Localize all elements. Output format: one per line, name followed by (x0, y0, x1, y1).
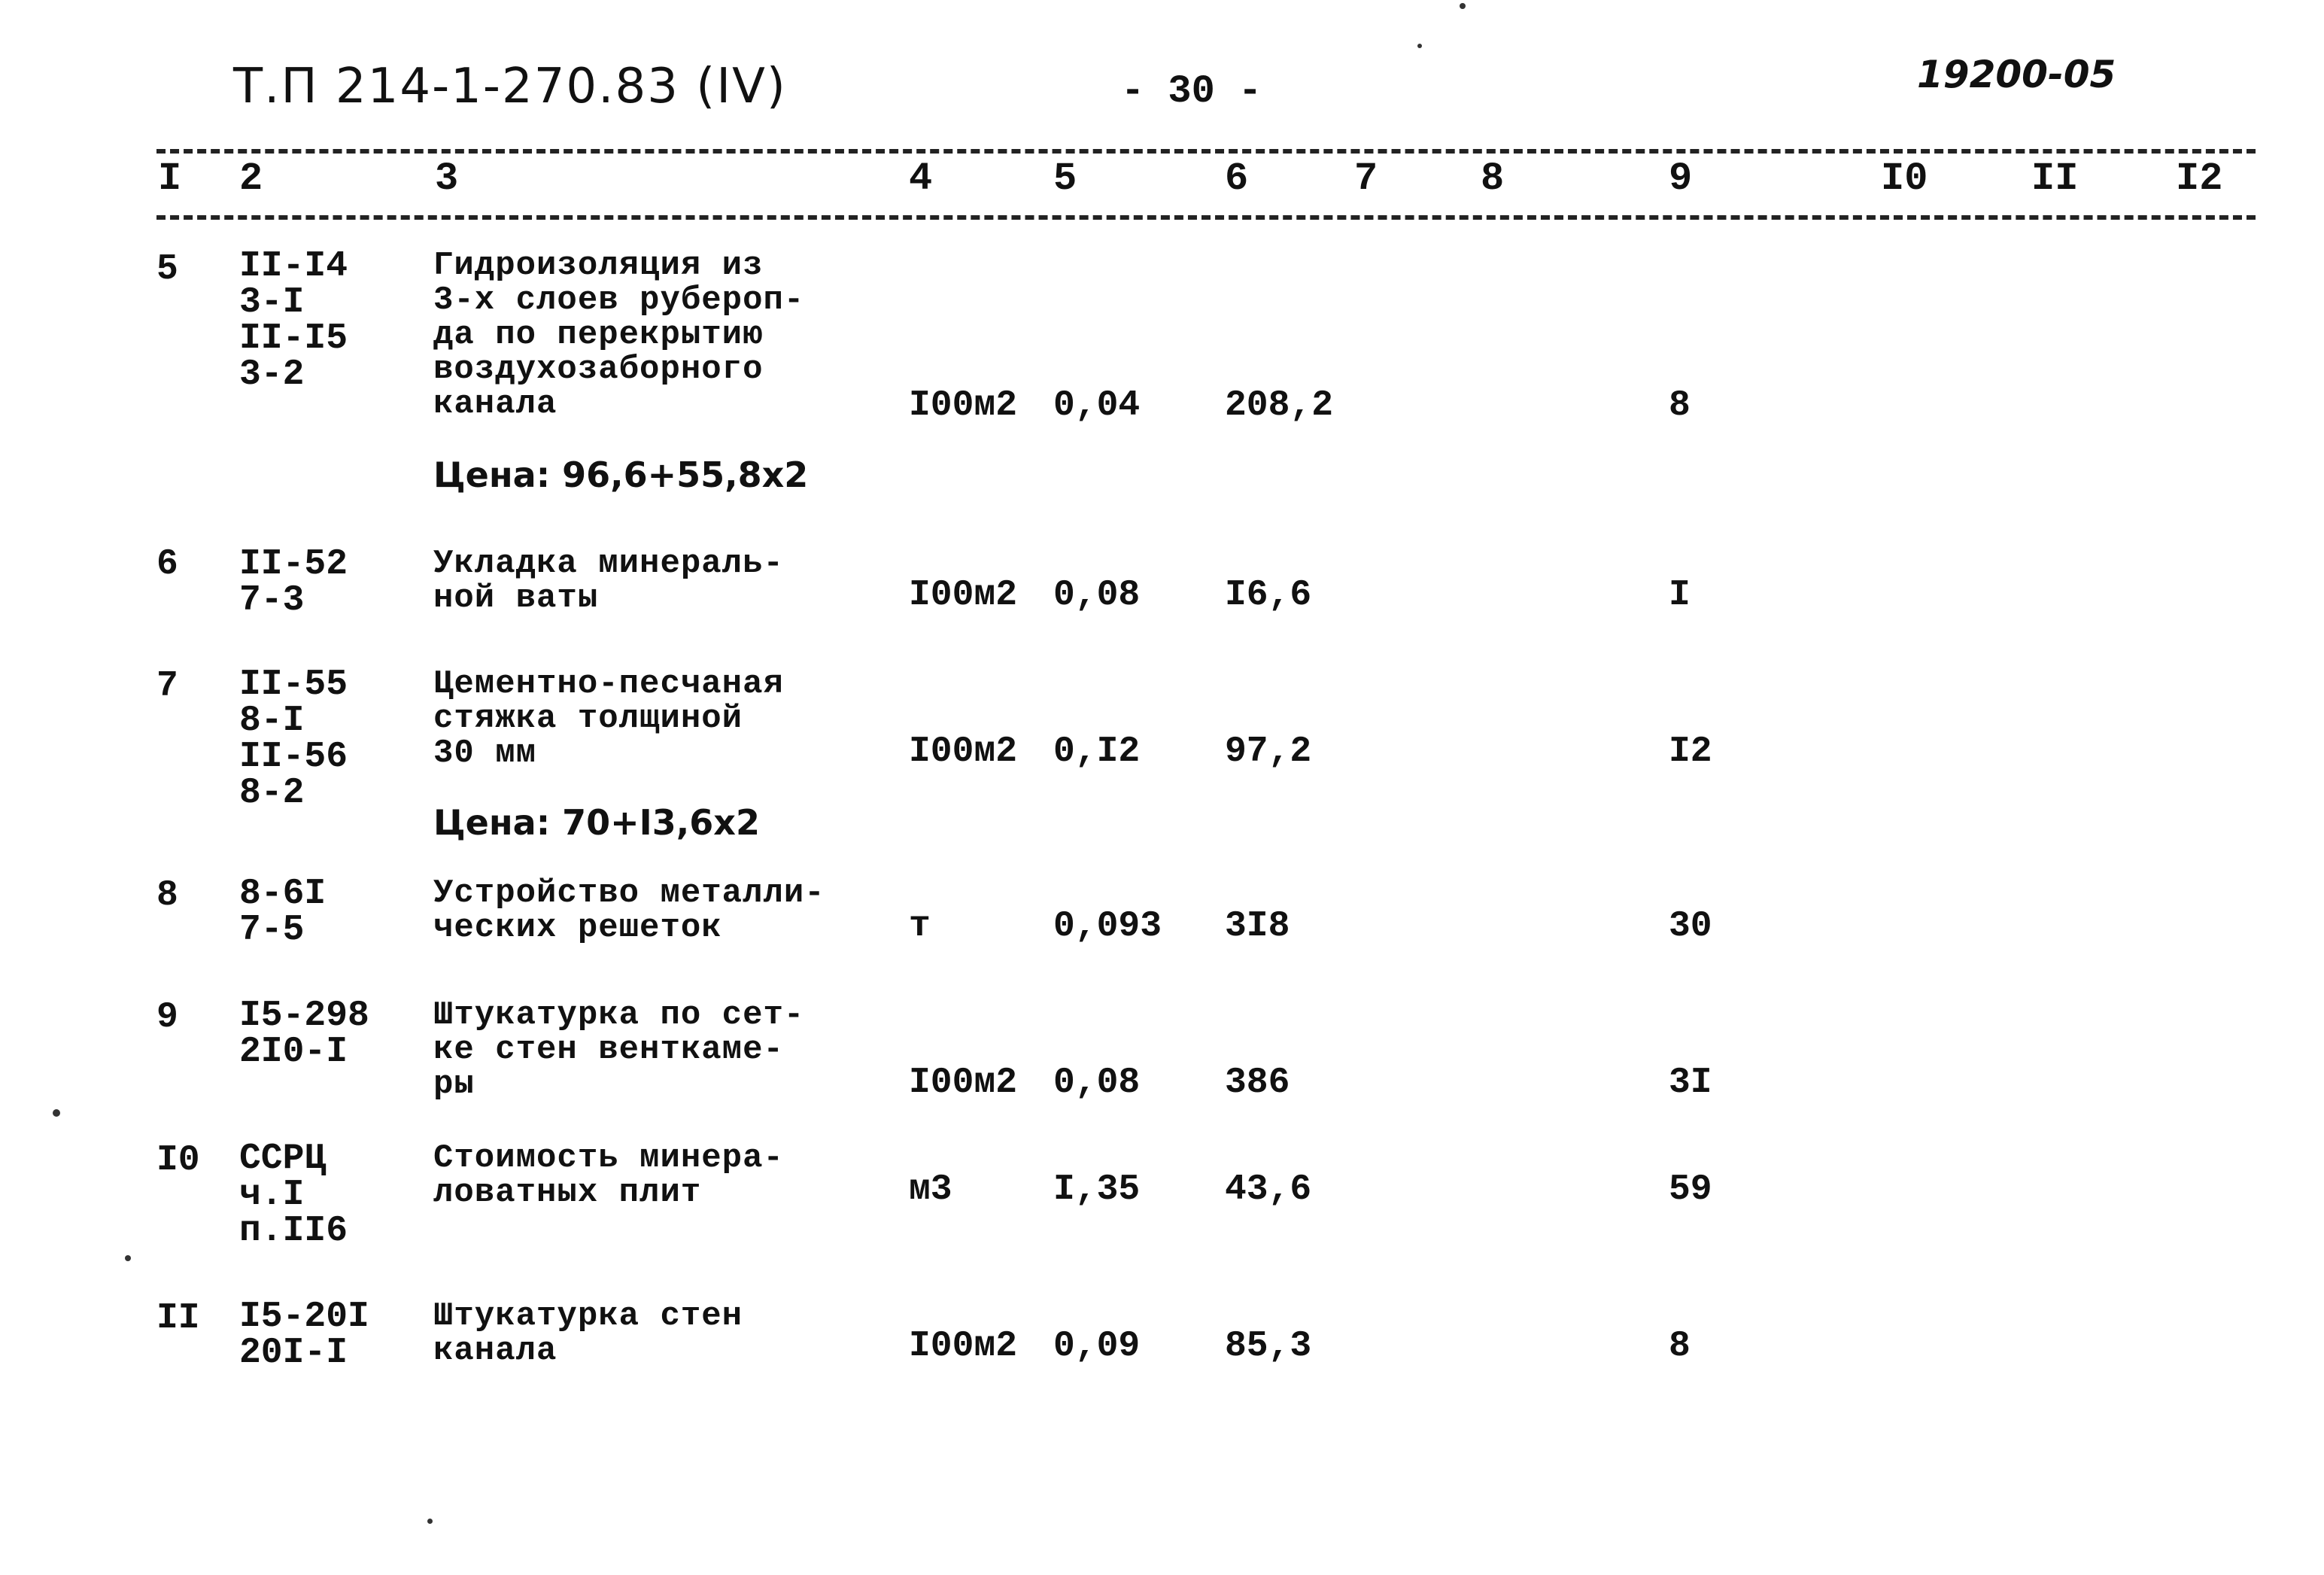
rate-code: II-52 7-3 (239, 544, 348, 621)
work-description: Стоимость минера- ловатных плит (433, 1139, 784, 1212)
quantity: 0,04 (1053, 385, 1141, 426)
rate-code: I5-298 2I0-I (239, 996, 369, 1072)
work-description: Цементно-песчаная стяжка толщиной 30 мм (433, 665, 784, 772)
unit-price: 97,2 (1225, 731, 1312, 772)
scan-speck (1460, 3, 1466, 9)
unit: I00м2 (909, 731, 1018, 772)
column-header-5: 5 (1053, 157, 1077, 201)
unit-price: 208,2 (1225, 385, 1334, 426)
row-number: 5 (156, 249, 178, 290)
header-bottom-rule (156, 215, 2256, 220)
row-number: I0 (156, 1140, 200, 1181)
column-header-7: 7 (1354, 157, 1378, 201)
row-number: 9 (156, 997, 178, 1038)
unit-price: 386 (1225, 1063, 1290, 1103)
unit: I00м2 (909, 1326, 1018, 1367)
total-cost: I2 (1669, 731, 1712, 772)
total-cost: 8 (1669, 1326, 1691, 1367)
column-header-1: I (158, 157, 182, 201)
unit-price: I6,6 (1225, 575, 1312, 616)
scan-speck (1417, 44, 1422, 48)
unit: I00м2 (909, 385, 1018, 426)
work-description: Штукатурка по сет- ке стен венткаме- ры (433, 996, 805, 1103)
quantity: 0,09 (1053, 1326, 1141, 1367)
unit: м3 (909, 1169, 952, 1210)
total-cost: 8 (1669, 385, 1691, 426)
column-header-6: 6 (1225, 157, 1249, 201)
price-note: Цена: 70+I3,6x2 (433, 802, 760, 843)
rate-code: I5-20I 20I-I (239, 1297, 369, 1373)
total-cost: 3I (1669, 1063, 1712, 1103)
quantity: 0,I2 (1053, 731, 1141, 772)
column-header-8: 8 (1481, 157, 1505, 201)
column-header-11: II (2031, 157, 2079, 201)
column-header-3: 3 (435, 157, 459, 201)
total-cost: 59 (1669, 1169, 1712, 1210)
work-description: Укладка минераль- ной ваты (433, 545, 784, 617)
quantity: 0,093 (1053, 906, 1162, 947)
unit-price: 43,6 (1225, 1169, 1312, 1210)
column-header-12: I2 (2176, 157, 2223, 201)
row-number: II (156, 1298, 200, 1339)
page-number: - 30 - (1121, 69, 1262, 114)
price-note: Цена: 96,6+55,8x2 (433, 455, 809, 495)
unit: I00м2 (909, 575, 1018, 616)
unit: т (909, 906, 931, 947)
rate-code: II-I4 3-I II-I5 3-2 (239, 246, 348, 395)
scan-speck (53, 1109, 60, 1117)
row-number: 6 (156, 544, 178, 585)
document-number: 19200-05 (1917, 53, 2116, 96)
total-cost: I (1669, 575, 1691, 616)
unit-price: 85,3 (1225, 1326, 1312, 1367)
column-header-4: 4 (909, 157, 933, 201)
quantity: 0,08 (1053, 1063, 1141, 1103)
scan-speck (125, 1255, 131, 1261)
work-description: Гидроизоляция из 3-х слоев рубероп- да по перекрытию воздухозаборного канала (433, 247, 805, 423)
unit-price: 3I8 (1225, 906, 1290, 947)
project-code: Т.П 214-1-270.83 (IV) (233, 59, 787, 114)
row-number: 8 (156, 875, 178, 916)
quantity: 0,08 (1053, 575, 1141, 616)
total-cost: 30 (1669, 906, 1712, 947)
scan-speck (427, 1519, 433, 1524)
header-top-rule (156, 149, 2256, 154)
column-header-10: I0 (1881, 157, 1928, 201)
unit: I00м2 (909, 1063, 1018, 1103)
column-header-2: 2 (239, 157, 263, 201)
rate-code: ССРЦ ч.I п.II6 (239, 1139, 348, 1251)
rate-code: 8-6I 7-5 (239, 874, 327, 950)
rate-code: II-55 8-I II-56 8-2 (239, 664, 348, 813)
quantity: I,35 (1053, 1169, 1141, 1210)
column-header-9: 9 (1669, 157, 1693, 201)
work-description: Устройство металли- ческих решеток (433, 874, 825, 947)
row-number: 7 (156, 666, 178, 707)
work-description: Штукатурка стен канала (433, 1297, 743, 1370)
